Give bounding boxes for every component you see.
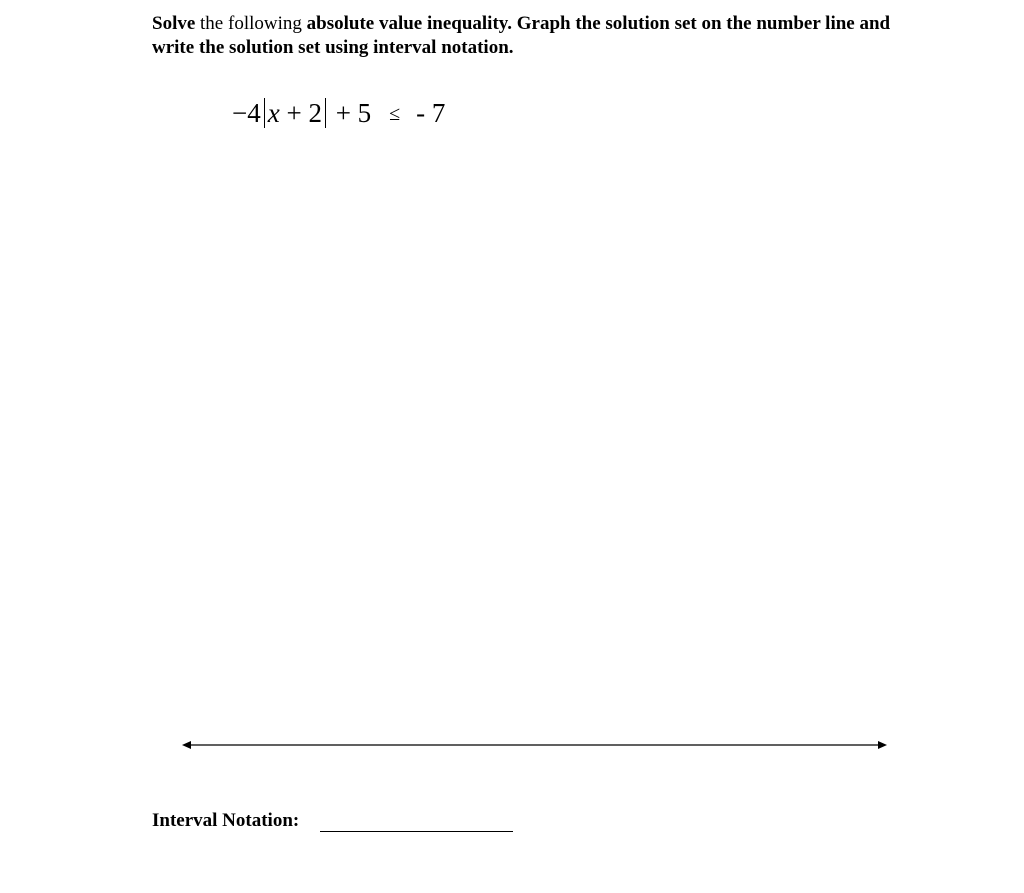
problem-instructions (152, 12, 892, 60)
coefficient: −4 (232, 98, 261, 128)
left-arrow-icon (182, 741, 191, 749)
instruction-connector: the following (195, 13, 307, 34)
right-arrow-icon (878, 741, 887, 749)
inner-term: + 2 (279, 98, 322, 128)
constant-term: + 5 (328, 98, 372, 128)
instruction-task: absolute value inequality. Graph the solution set on the number line and write the solution set using interval notation. (152, 13, 891, 58)
inequality-expression (232, 96, 445, 131)
interval-notation-answer-line[interactable] (320, 831, 513, 832)
abs-bar-right (325, 98, 326, 128)
right-hand-side: - 7 (416, 98, 446, 128)
less-equal-symbol: ≤ (389, 103, 401, 125)
variable-x: x (267, 98, 280, 128)
abs-bar-left (264, 98, 265, 128)
interval-notation-label: Interval Notation: (152, 810, 300, 831)
number-line[interactable] (180, 737, 890, 753)
instruction-verb: Solve (152, 13, 196, 34)
